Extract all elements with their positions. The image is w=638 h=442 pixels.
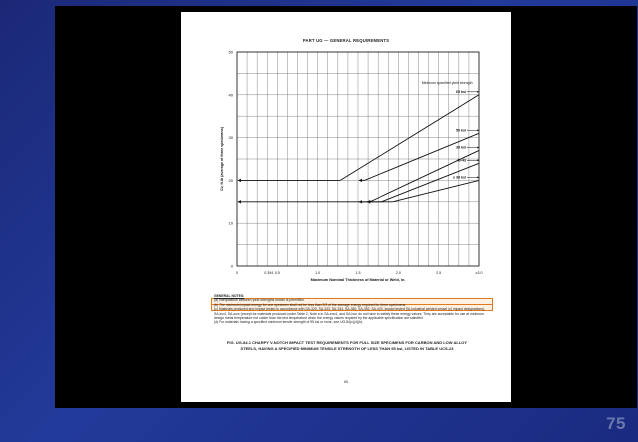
general-notes xyxy=(214,294,489,325)
x-tick-label: 0 xyxy=(236,271,238,275)
note-a: (a) Interpolation between yield strengths shown is permitted. xyxy=(214,298,305,303)
y-axis-label: Cv, ft-lb (average of three specimens) xyxy=(220,127,224,191)
y-tick-label: 30 xyxy=(228,135,233,141)
x-tick-label: 1.5 xyxy=(355,271,361,275)
y-tick-label: 50 xyxy=(228,49,233,55)
y-tick-label: 20 xyxy=(228,177,233,183)
note-b: (b) The minimum impact energy for one specimen shall not be less than 2/3 of the average energy required for three specimens. xyxy=(214,302,407,307)
page-number: 65 xyxy=(344,380,348,384)
x-tick-label: 2.0 xyxy=(395,271,401,275)
series-line xyxy=(381,163,479,202)
series-line xyxy=(393,180,479,201)
series-label: 38 ksi xyxy=(456,145,466,150)
y-tick-label: 10 xyxy=(228,220,233,226)
legend-title: Minimum specified yield strength xyxy=(421,81,473,86)
x-tick-label: 1.0 xyxy=(315,271,321,275)
x-axis-label: Maximum Nominal Thickness of Material or Weld, in. xyxy=(310,278,406,282)
document-header: PART UG — GENERAL REQUIREMENTS xyxy=(302,38,390,43)
series-label: 65 ksi xyxy=(456,89,466,94)
series-label: ≤ 38 ksi xyxy=(453,175,466,180)
notes-title: GENERAL NOTES: xyxy=(214,294,245,298)
series-label: 40-43 xyxy=(456,158,466,163)
x-tick-label: 0.5 xyxy=(274,271,280,275)
x-tick-label: 2.5 xyxy=(436,271,442,275)
slide-number: 75 xyxy=(606,414,626,433)
x-tick-label: 0.394 xyxy=(264,271,274,275)
y-tick-label: 40 xyxy=(228,92,233,98)
figure-caption: FIG. UG-84.1 CHARPY V-NOTCH IMPACT TEST REQUIREMENTS FOR FULL SIZE SPECIMENS FOR CARBON AND LOW ALLOY STEELS, HAVING A SPECIFIED MINIMUM TENSILE STRENGTH OF LESS THAN 95 ksi, LISTED IN TABLE UCS-23 xyxy=(226,340,468,351)
series-line xyxy=(364,133,479,180)
note-c: (c) Materials produced and impact tested in accordance with SA-320, SA-333, SA-334, SA-350, SA-352, SA-420, impact tested SA-industrial welded vessel (c) impact designations), SA-inc4, SA-woo (except for materials produced under Table 2, Note a in SA-eno1, and SA-hoo do not have to satisfy these energy values. They are acceptable for use at minimum design metal temperature not colder than the test temperature when the energy values required by the applicable specification are satisfied. xyxy=(214,307,486,321)
x-tick-label: ≥3.0 xyxy=(475,271,483,275)
y-tick-label: 0 xyxy=(230,263,233,269)
charpy-chart xyxy=(181,12,511,312)
series-label: 50 ksi xyxy=(456,128,466,133)
note-d: (d) For materials having a specified minimum tensile strength of 95 ksi or more, see UG-84(c)(4)(b). xyxy=(214,320,364,325)
document-page xyxy=(181,12,511,402)
